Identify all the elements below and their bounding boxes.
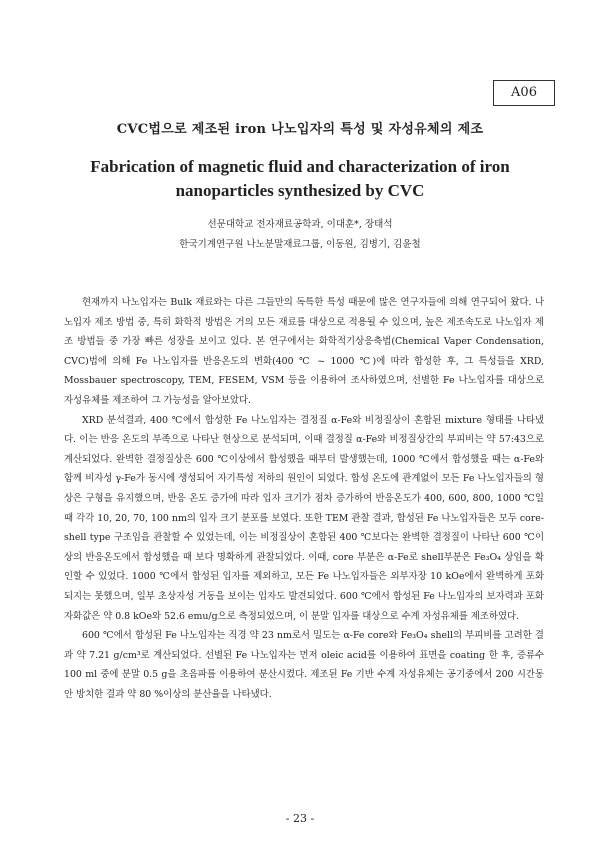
- english-title: Fabrication of magnetic fluid and characterization of iron nanoparticles synthesized by CVC: [90, 157, 510, 200]
- author-line-2: 한국기계연구원 나노분말재료그룹, 이동원, 김병기, 김윤철: [179, 239, 421, 250]
- paragraph-1: 현재까지 나노입자는 Bulk 재료와는 다른 그들만의 독특한 특성 때문에 많은 연구자들에 의해 연구되어 왔다. 나노입자 제조 방법 중, 특히 화학적 방법은 거의 모든 재료를 대상으로 적용될 수 있으며, 높은 제조속도로 나노입자 제조 방법들 중 가장 빠른 성장을 보이고 있다. 본 연구에서는 화학적기상응축법(Chemical Vaper Condensation, CVC)법에 의해 Fe 나노입자를 반응온도의 변화(400 ℃ ~ 1000 ℃)에 따라 합성한 후, 그 특성들을 XRD, Mossbauer spectroscopy, TEM, FESEM, VSM 등을 이용하여 조사하였으며, 선별한 Fe 나노입자를 대상으로 자성유체를 제조하여 그 가능성을 알아보았다.: [64, 297, 544, 406]
- paragraph-2: XRD 분석결과, 400 ℃에서 합성한 Fe 나노입자는 결정질 α-Fe와 비정질상이 혼합된 mixture 형태를 나타냈다. 이는 반응 온도의 부족으로 나타난 현상으로 분석되며, 이때 결정질 α-Fe와 비정질상간의 부피비는 약 57:43으로 계산되었다. 완벽한 결정질상은 600 ℃이상에서 합성했을 때부터 발생했는데, 1000 ℃에서 합성했을 때는 α-Fe와 함께 비자성 γ-Fe가 동시에 생성되어 자기특성 저하의 원인이 되었다. 합성 온도에 관계없이 모든 Fe 나노입자들의 형상은 구형을 유지했으며, 반응 온도 증가에 따라 입자 크기가 점차 증가하여 반응온도가 400, 600, 800, 1000 ℃일 때 각각 10, 20, 70, 100 nm의 입자 크기 분포를 보였다. 또한 TEM 관찰 결과, 합성된 Fe 나노입자들은 모두 core-shell type 구조임을 관찰할 수 있었는데, 이는 비정질상이 혼합된 400 ℃보다는 완벽한 결정질이 나타난 600 ℃이상의 반응온도에서 합성했을 때 보다 명확하게 관찰되었다. 이때, core 부분은 α-Fe로 shell부분은 Fe₃O₄ 상임을 확인할 수 있었다. 1000 ℃에서 합성된 입자를 제외하고, 모든 Fe 나노입자들은 외부자장 10 kOe에서 완벽하게 포화되지는 못했으며, 일부 초상자성 거동을 보이는 입자도 발견되었다. 600 ℃에서 합성된 Fe 나노입자의 보자력과 포화자화값은 약 0.8 kOe와 52.6 emu/g으로 측정되었으며, 이 분말 입자를 대상으로 수계 자성유체를 제조하였다.: [64, 414, 544, 622]
- author-line-1: 선문대학교 전자재료공학과, 이대훈*, 장태석: [207, 219, 393, 230]
- page-number: - 23 -: [285, 812, 315, 825]
- abstract-code-box: A06: [493, 80, 555, 106]
- paragraph-3: 600 ℃에서 합성된 Fe 나노입자는 직경 약 23 nm로서 밀도는 α-Fe core와 Fe₃O₄ shell의 부피비를 고려한 결과 약 7.21 g/cm³로 계산되었다. 선별된 Fe 나노입자는 먼저 oleic acid를 이용하여 표면을 coating 한 후, 증류수 100 ml 중에 분말 0.5 g을 초음파를 이용하여 분산시켰다. 제조된 Fe 기반 수계 자성유체는 공기중에서 200 시간동안 방치한 결과 약 80 %이상의 분산율을 나타냈다.: [64, 630, 544, 700]
- abstract-body: [64, 293, 544, 704]
- korean-title: CVC법으로 제조된 iron 나노입자의 특성 및 자성유체의 제조: [116, 122, 484, 137]
